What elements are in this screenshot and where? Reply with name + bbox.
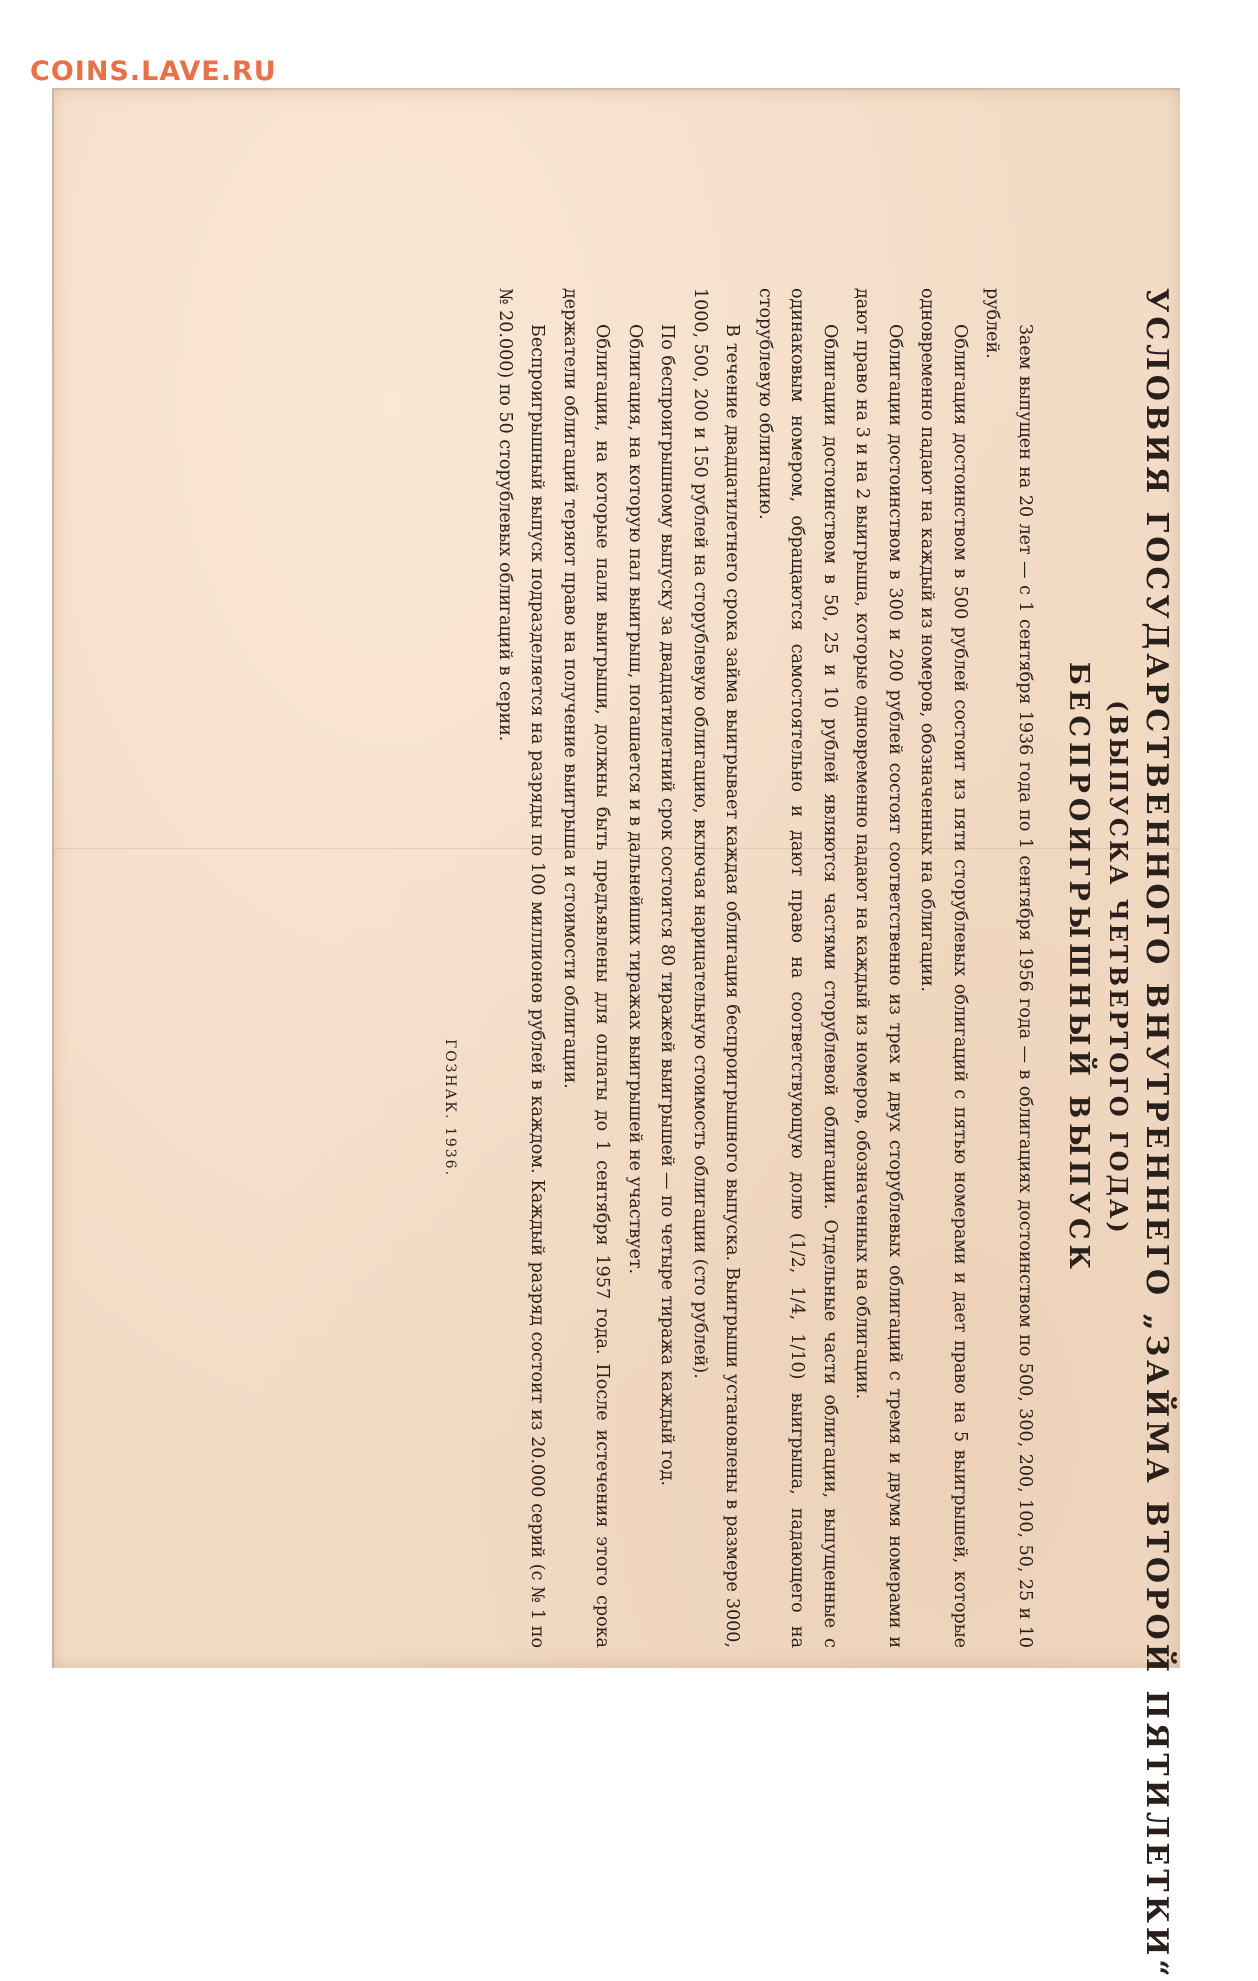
document-subtitle: (ВЫПУСКА ЧЕТВЕРТОГО ГОДА) [1104,700,1133,1236]
bond-paper-sheet [52,88,1180,1981]
paragraph-term: Заем выпущен на 20 лет — с 1 сентября 1936 года по 1 сентября 1956 года — в облигациях достоинством по 500, 300, 200, 100, 50, 25 и 10 рублей. [982,288,1035,1648]
paragraph-deadline: Облигации, на которые пали выигрыши, должны быть предъявлены для оплаты до 1 сентября 1957 года. После истечения этого срока держатели облигаций теряют право на получение выигрыша и стоимости облигации. [560,288,613,1648]
paragraph-500: Облигация достоинством в 500 рублей состоит из пяти сторублевых облигаций с пятью номерами и дает право на 5 выигрышей, которые одновременно падают на каждый из номеров, обозначенных на облигации. [917,288,970,1648]
printer-imprint: ГОЗНАК. 1936. [442,1038,459,1178]
paragraph-parts: Облигации достоинством в 50, 25 и 10 рублей являются частями сторублевой облигации. Отдельные части облигации, выпущенные с одинаковым номером, обращаются самостоятельно и дают право на соответствующую долю (1/2, 1/4, 1/10) выигрыша, падающего на сторублевую облигацию. [755,288,840,1648]
document-title: УСЛОВИЯ ГОСУДАРСТВЕННОГО ВНУТРЕННЕГО „ЗАЙМА ВТОРОЙ ПЯТИЛЕТКИ“ [1139,288,1174,1981]
site-watermark: COINS.LAVE.RU [30,56,277,87]
paragraph-300-200: Облигации достоинством в 300 и 200 рублей состоят соответственно из трех и двух сторублевых облигаций с тремя и двумя номерами и дают право на 3 и на 2 выигрыша, которые одновременно падают на каждый из номеров, обозначенных на облигации. [852,288,905,1648]
issue-heading: БЕСПРОИГРЫШНЫЙ ВЫПУСК [1063,661,1094,1275]
paragraph-winnings: В течение двадцатилетнего срока займа выигрывает каждая облигация беспроигрышного выпуска. Выигрыши установлены в размере 3000, 1000, 500, 200 и 150 рублей на сторублевую облигацию, включая нарицательную стоимость облигации (сто рублей). [690,288,743,1648]
paragraph-series: Беспроигрышный выпуск подразделяется на разряды по 100 миллионов рублей в каждом. Каждый разряд состоит из 20.000 серий (с № 1 по № 20.000) по 50 сторублевых облигаций в серии. [495,288,548,1648]
paragraph-redemption: Облигация, на которую пал выигрыш, погашается и в дальнейших тиражах выигрышей не участвует. [625,324,645,1275]
paragraph-draws: По беспроигрышному выпуску за двадцатилетний срок состоится 80 тиражей выигрышей — по четыре тиража каждый год. [657,324,678,1487]
bond-conditions-text [82,288,1182,1981]
